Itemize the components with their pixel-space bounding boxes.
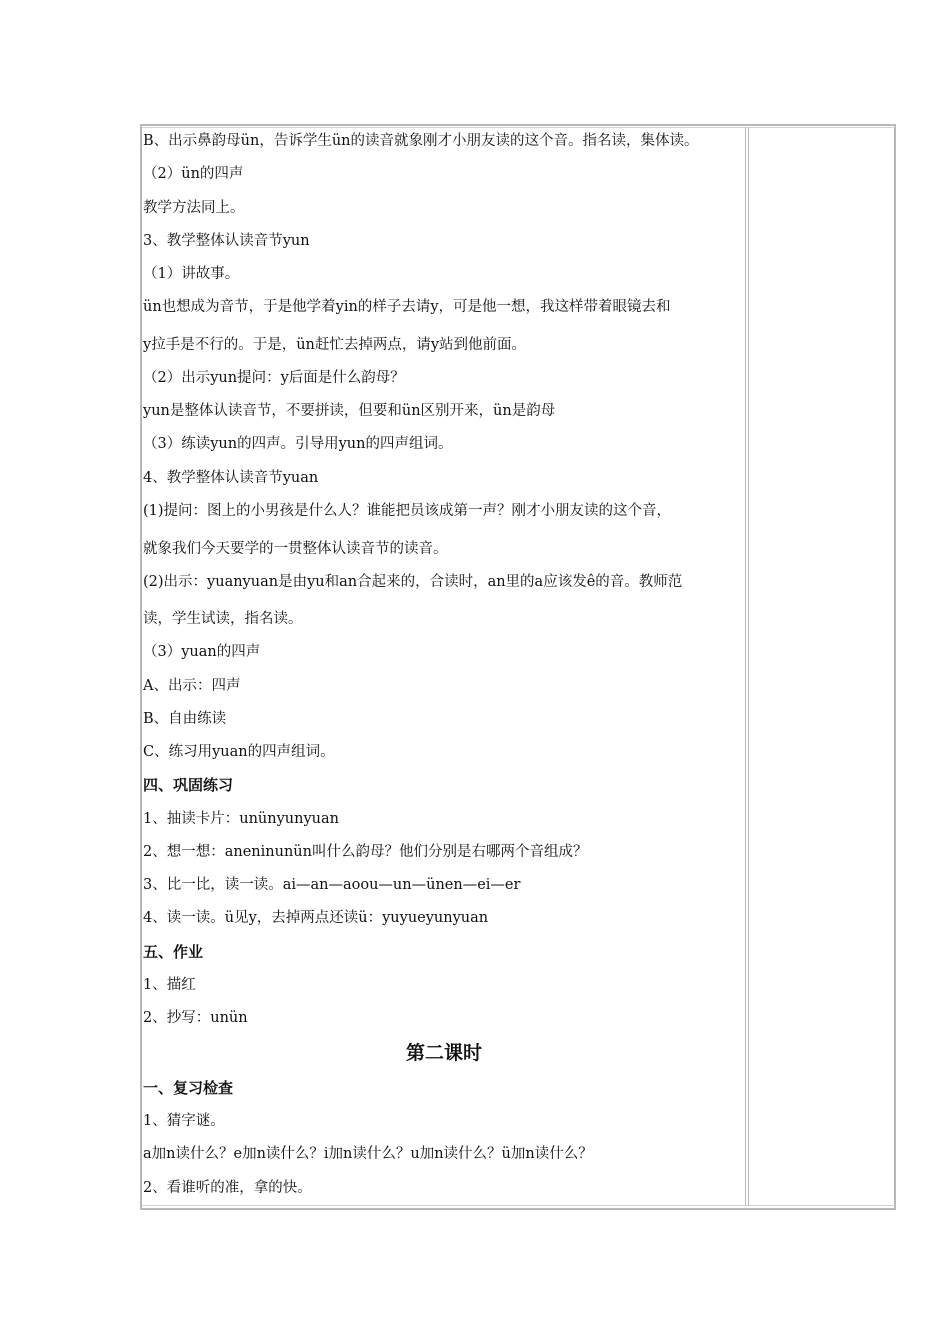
text-line: 2、抄写：unün bbox=[143, 1010, 248, 1026]
text-line: a加n读什么？e加n读什么？i加n读什么？u加n读什么？ü加n读什么？ bbox=[143, 1146, 593, 1162]
text-line: 1、猜字谜。 bbox=[143, 1113, 225, 1129]
text-line: （3）练读yun的四声。引导用yun的四声组词。 bbox=[143, 436, 453, 452]
section-heading: 四、巩固练习 bbox=[143, 776, 234, 794]
text-line: 读，学生试读，指名读。 bbox=[143, 611, 303, 627]
text-line: 3、教学整体认读音节yun bbox=[143, 233, 310, 249]
lesson-title: 第二课时 bbox=[405, 1042, 482, 1064]
text-line: 3、比一比，读一读。ai—an—aoou—un—ünen—ei—er bbox=[143, 877, 521, 893]
text-line: C、练习用yuan的四声组词。 bbox=[143, 744, 335, 760]
text-line: （2）出示yun提问：y后面是什么韵母？ bbox=[143, 370, 405, 386]
text-line: yun是整体认读音节，不要拼读，但要和ün区别开来，ün是韵母 bbox=[143, 403, 556, 419]
text-line: (1)提问：图上的小男孩是什么人？谁能把员该成第一声？刚才小朋友读的这个音， bbox=[143, 503, 672, 519]
text-line: B、出示鼻韵母ün，告诉学生ün的读音就象刚才小朋友读的这个音。指名读，集体读。 bbox=[143, 133, 699, 149]
text-line: 1、描红 bbox=[143, 977, 196, 993]
text-line: 4、读一读。ü见y，去掉两点还读ü：yuyueyunyuan bbox=[143, 910, 489, 926]
text-line: A、出示：四声 bbox=[143, 678, 241, 694]
text-line: B、自由练读 bbox=[143, 711, 227, 727]
text-line: 4、教学整体认读音节yuan bbox=[143, 470, 319, 486]
text-line: （1）讲故事。 bbox=[143, 266, 240, 282]
text-line: ün也想成为音节，于是他学着yin的样子去请y，可是他一想，我这样带着眼镜去和 bbox=[143, 299, 671, 315]
section-heading: 五、作业 bbox=[143, 943, 204, 961]
text-line: (2)出示：yuanyuan是由yu和an合起来的，合读时，an里的a应该发ê的音。教师范 bbox=[143, 574, 683, 590]
table-column-divider bbox=[745, 127, 749, 1206]
text-line: 教学方法同上。 bbox=[143, 200, 245, 216]
text-line: 1、抽读卡片：unünyunyuan bbox=[143, 811, 339, 827]
text-line: 就象我们今天要学的一贯整体认读音节的读音。 bbox=[143, 541, 448, 557]
text-line: y拉手是不行的。于是，ün赶忙去掉两点，请y站到他前面。 bbox=[143, 337, 527, 353]
text-line: （2）ün的四声 bbox=[143, 166, 244, 182]
section-heading: 一、复习检查 bbox=[143, 1079, 234, 1097]
table-inner-top-border bbox=[142, 127, 895, 128]
table-inner-bottom-border bbox=[142, 1205, 895, 1206]
text-line: 2、想一想：aneninunün叫什么韵母？他们分别是右哪两个音组成？ bbox=[143, 844, 588, 860]
text-line: 2、看谁听的准，拿的快。 bbox=[143, 1180, 312, 1196]
text-line: （3）yuan的四声 bbox=[143, 644, 261, 660]
